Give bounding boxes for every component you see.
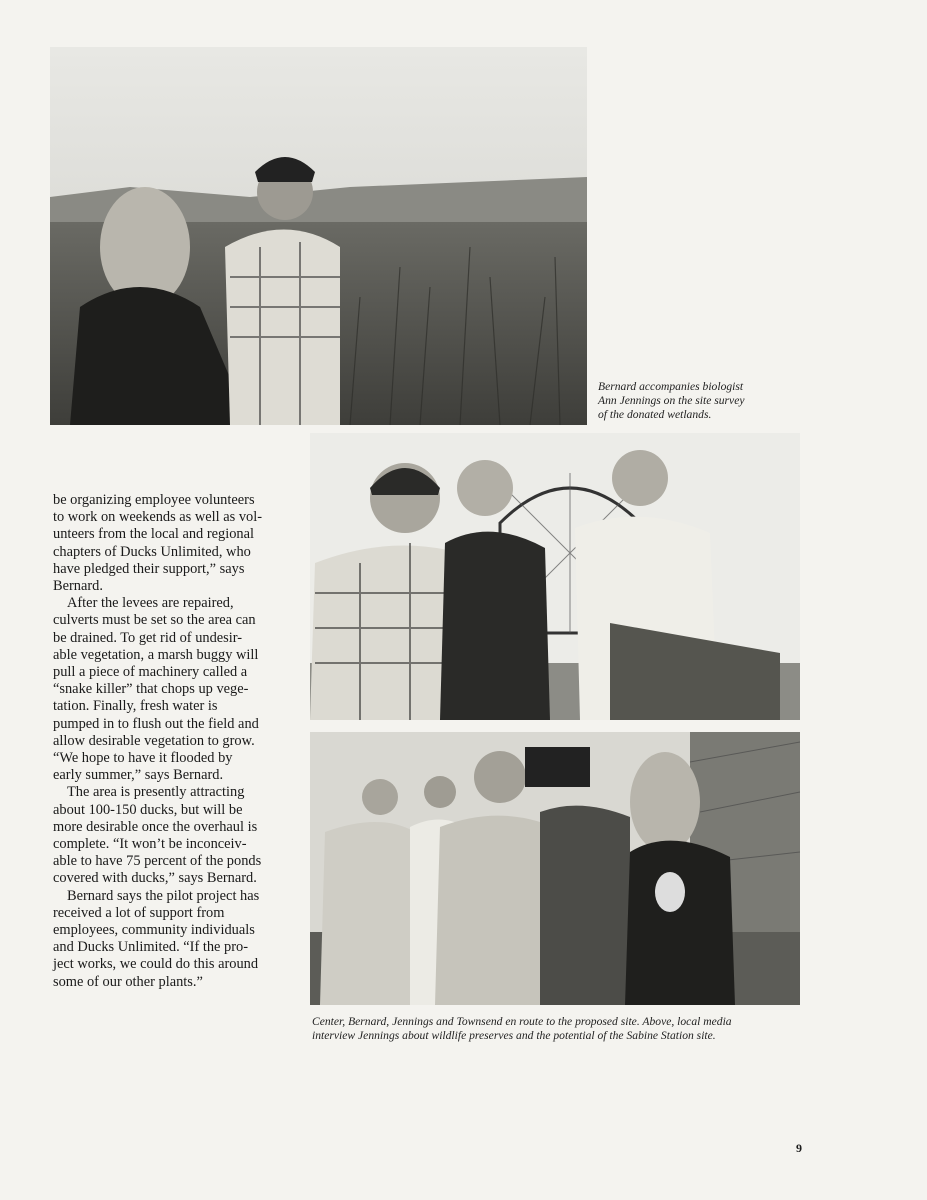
article-line: The area is presently attracting	[67, 784, 245, 801]
article-line: complete. “It won’t be inconceiv-	[53, 836, 247, 853]
article-line: be organizing employee volunteers	[53, 492, 255, 508]
article-line: about 100-150 ducks, but will be	[53, 801, 243, 818]
caption-line: Bernard accompanies biologist	[598, 380, 744, 393]
article-line: “We hope to have it flooded by	[53, 750, 233, 767]
article-line: allow desirable vegetation to grow.	[53, 732, 255, 749]
caption-site-survey	[598, 380, 798, 422]
article-line: employees, community individuals	[53, 922, 255, 939]
photo-site-survey	[50, 47, 587, 425]
article-line: Bernard.	[53, 578, 103, 595]
caption-line: of the donated wetlands.	[598, 408, 712, 421]
article-body	[53, 492, 303, 991]
article-line: to work on weekends as well as vol-	[53, 509, 263, 526]
article-line: chapters of Ducks Unlimited, who	[53, 543, 251, 560]
article-line: be drained. To get rid of undesir-	[53, 629, 243, 646]
article-line: After the levees are repaired,	[67, 595, 234, 612]
caption-line: interview Jennings about wildlife preserves and the potential of the Sabine Station site.	[312, 1029, 716, 1042]
caption-line: Ann Jennings on the site survey	[598, 394, 745, 407]
caption-line: Center, Bernard, Jennings and Townsend en route to the proposed site. Above, local media	[312, 1015, 732, 1028]
page-number: 9	[796, 1141, 802, 1155]
article-line: able vegetation, a marsh buggy will	[53, 646, 259, 663]
article-line: more desirable once the overhaul is	[53, 818, 258, 835]
article-line: unteers from the local and regional	[53, 526, 254, 543]
article-line: culverts must be set so the area can	[53, 612, 256, 629]
article-line: have pledged their support,” says	[53, 560, 245, 577]
article-line: pumped in to flush out the field and	[53, 715, 259, 732]
article-line: and Ducks Unlimited. “If the pro-	[53, 939, 249, 956]
photo-airboat	[310, 433, 800, 720]
article-line: “snake killer” that chops up vege-	[53, 681, 249, 698]
article-line: able to have 75 percent of the ponds	[53, 853, 262, 870]
article-line: ject works, we could do this around	[53, 956, 259, 973]
article-line: tation. Finally, fresh water is	[53, 698, 218, 715]
article-line: Bernard says the pilot project has	[67, 887, 260, 904]
article-line: received a lot of support from	[53, 904, 225, 921]
article-line: covered with ducks,” says Bernard.	[53, 870, 257, 887]
article-line: pull a piece of machinery called a	[53, 664, 248, 681]
article-line: early summer,” says Bernard.	[53, 767, 224, 784]
photo-media-interview	[310, 732, 800, 1005]
caption-media-interview	[312, 1015, 812, 1043]
article-line: some of our other plants.”	[53, 973, 203, 990]
